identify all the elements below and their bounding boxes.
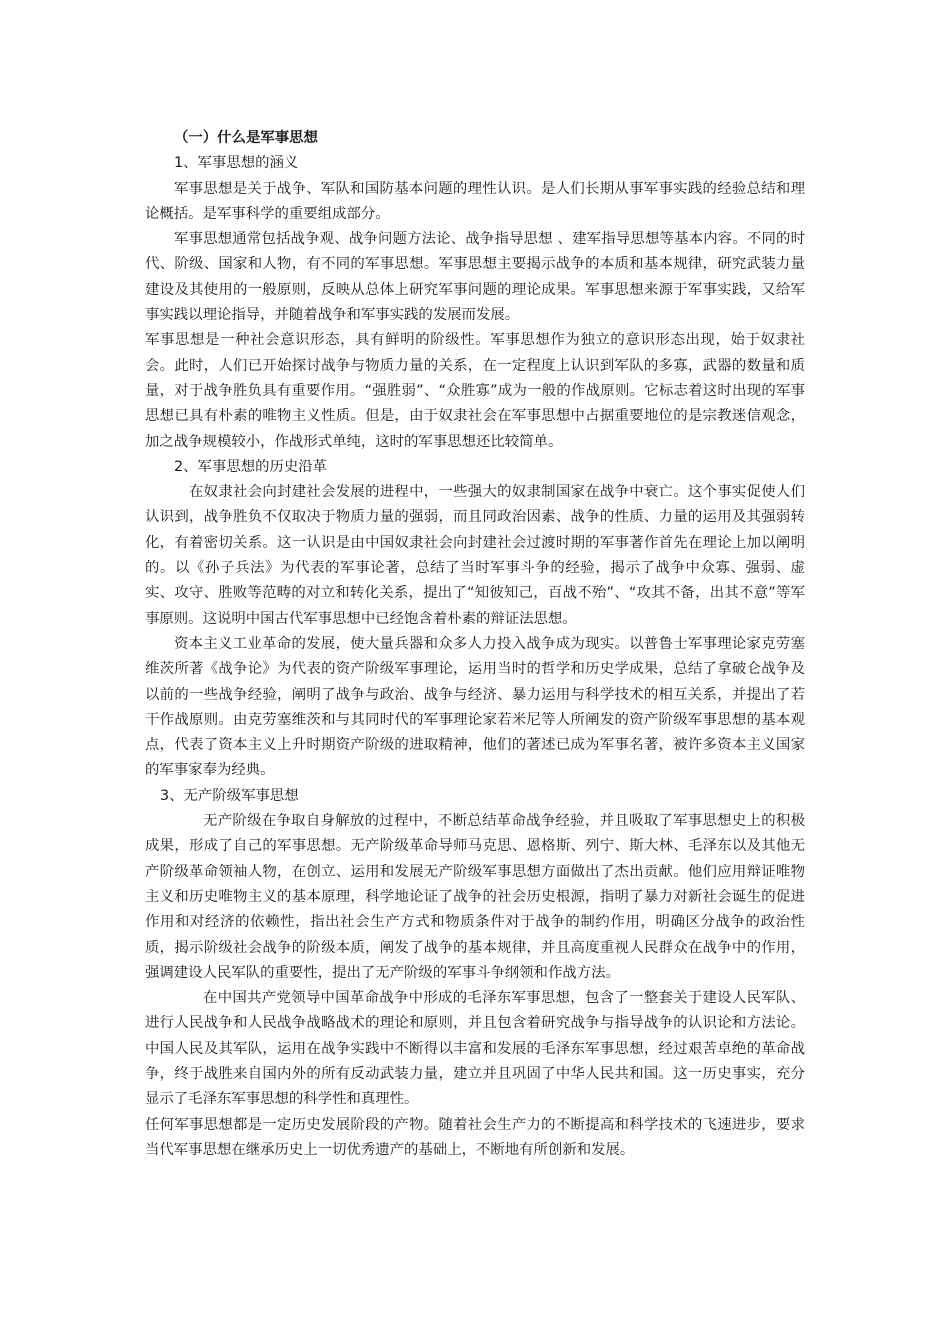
- paragraph: 在中国共产党领导中国革命战争中形成的毛泽东军事思想，包含了一整套关于建设人民军队、进行人民战争和人民战争战略战术的理论和原则，并且包含着研究战争与指导战争的认识论和方法论。中国人民及其军队，运用在战争实践中不断得以丰富和发展的毛泽东军事思想，经过艰苦卓绝的革命战争，终于战胜来自国内外的所有反动武装力量，建立并且巩固了中华人民共和国。这一历史事实，充分显示了毛泽东军事思想的科学性和真理性。: [145, 990, 805, 1108]
- paragraph: 无产阶级在争取自身解放的过程中，不断总结革命战争经验，并且吸取了军事思想史上的积极成果，形成了自己的军事思想。无产阶级革命导师马克思、恩格斯、列宁、斯大林、毛泽东以及其他无产阶级革命领袖人物，在创立、运用和发展无产阶级军事思想方面做出了杰出贡献。他们应用辩证唯物主义和历史唯物主义的基本原理，科学地论证了战争的社会历史根源，指明了暴力对新社会诞生的促进作用和对经济的依赖性，指出社会生产方式和物质条件对于战争的制约作用，明确区分战争的政治性质，揭示阶级社会战争的阶级本质，阐发了战争的基本规律，并且高度重视人民群众在战争中的作用，强调建设人民军队的重要性，提出了无产阶级的军事斗争纲领和作战方法。: [145, 813, 805, 981]
- paragraph: 军事思想是关于战争、军队和国防基本问题的理性认识。是人们长期从事军事实践的经验总结和理论概括。是军事科学的重要组成部分。: [145, 180, 805, 222]
- document-title: （一）什么是军事思想: [174, 130, 318, 146]
- paragraph: 军事思想是一种社会意识形态，具有鲜明的阶级性。军事思想作为独立的意识形态出现，始于奴隶社会。此时，人们已开始探讨战争与物质力量的关系，在一定程度上认识到军队的多寡，武器的数量和质量，对于战争胜负具有重要作用。“强胜弱”、“众胜寡”成为一般的作战原则。它标志着这时出现的军事思想已具有朴素的唯物主义性质。但是，由于奴隶社会在军事思想中占据重要地位的是宗教迷信观念，加之战争规模较小，作战形式单纯，这时的军事思想还比较简单。: [145, 332, 805, 450]
- section-heading-3: 3、无产阶级军事思想: [160, 787, 299, 804]
- section-heading-1: 1、军事思想的涵义: [174, 155, 299, 172]
- paragraph: 军事思想通常包括战争观、战争问题方法论、战争指导思想 、建军指导思想等基本内容。不同的时代、阶级、国家和人物，有不同的军事思想。军事思想主要揭示战争的本质和基本规律，研究武装力量建设及其使用的一般原则，反映从总体上研究军事问题的理论成果。军事思想来源于军事实践，又给军事实践以理论指导，并随着战争和军事实践的发展而发展。: [145, 231, 805, 324]
- paragraph: 任何军事思想都是一定历史发展阶段的产物。随着社会生产力的不断提高和科学技术的飞速进步，要求当代军事思想在继承历史上一切优秀遗产的基础上，不断地有所创新和发展。: [145, 1116, 805, 1158]
- paragraph: 在奴隶社会向封建社会发展的进程中，一些强大的奴隶制国家在战争中衰亡。这个事实促使人们认识到，战争胜负不仅取决于物质力量的强弱，而且同政治因素、战争的性质、力量的运用及其强弱转化，有着密切关系。这一认识是由中国奴隶社会向封建社会过渡时期的军事著作首先在理论上加以阐明的。以《孙子兵法》为代表的军事论著，总结了当时军事斗争的经验，揭示了战争中众寡、强弱、虚实、攻守、胜败等范畴的对立和转化关系，提出了“知彼知己，百战不殆”、“攻其不备，出其不意”等军事原则。这说明中国古代军事思想中已经饱含着朴素的辩证法思想。: [145, 484, 805, 627]
- section-heading-2: 2、军事思想的历史沿革: [174, 458, 328, 475]
- document-page: [145, 126, 805, 1163]
- paragraph: 资本主义工业革命的发展，使大量兵器和众多人力投入战争成为现实。以普鲁士军事理论家克劳塞维茨所著《战争论》为代表的资产阶级军事理论，运用当时的哲学和历史学成果，总结了拿破仑战争及以前的一些战争经验，阐明了战争与政治、战争与经济、暴力运用与科学技术的相互关系，并提出了若干作战原则。由克劳塞维茨和与其同时代的军事理论家若米尼等人所阐发的资产阶级军事思想的基本观点，代表了资本主义上升时期资产阶级的进取精神，他们的著述已成为军事名著，被许多资本主义国家的军事家奉为经典。: [145, 635, 805, 779]
